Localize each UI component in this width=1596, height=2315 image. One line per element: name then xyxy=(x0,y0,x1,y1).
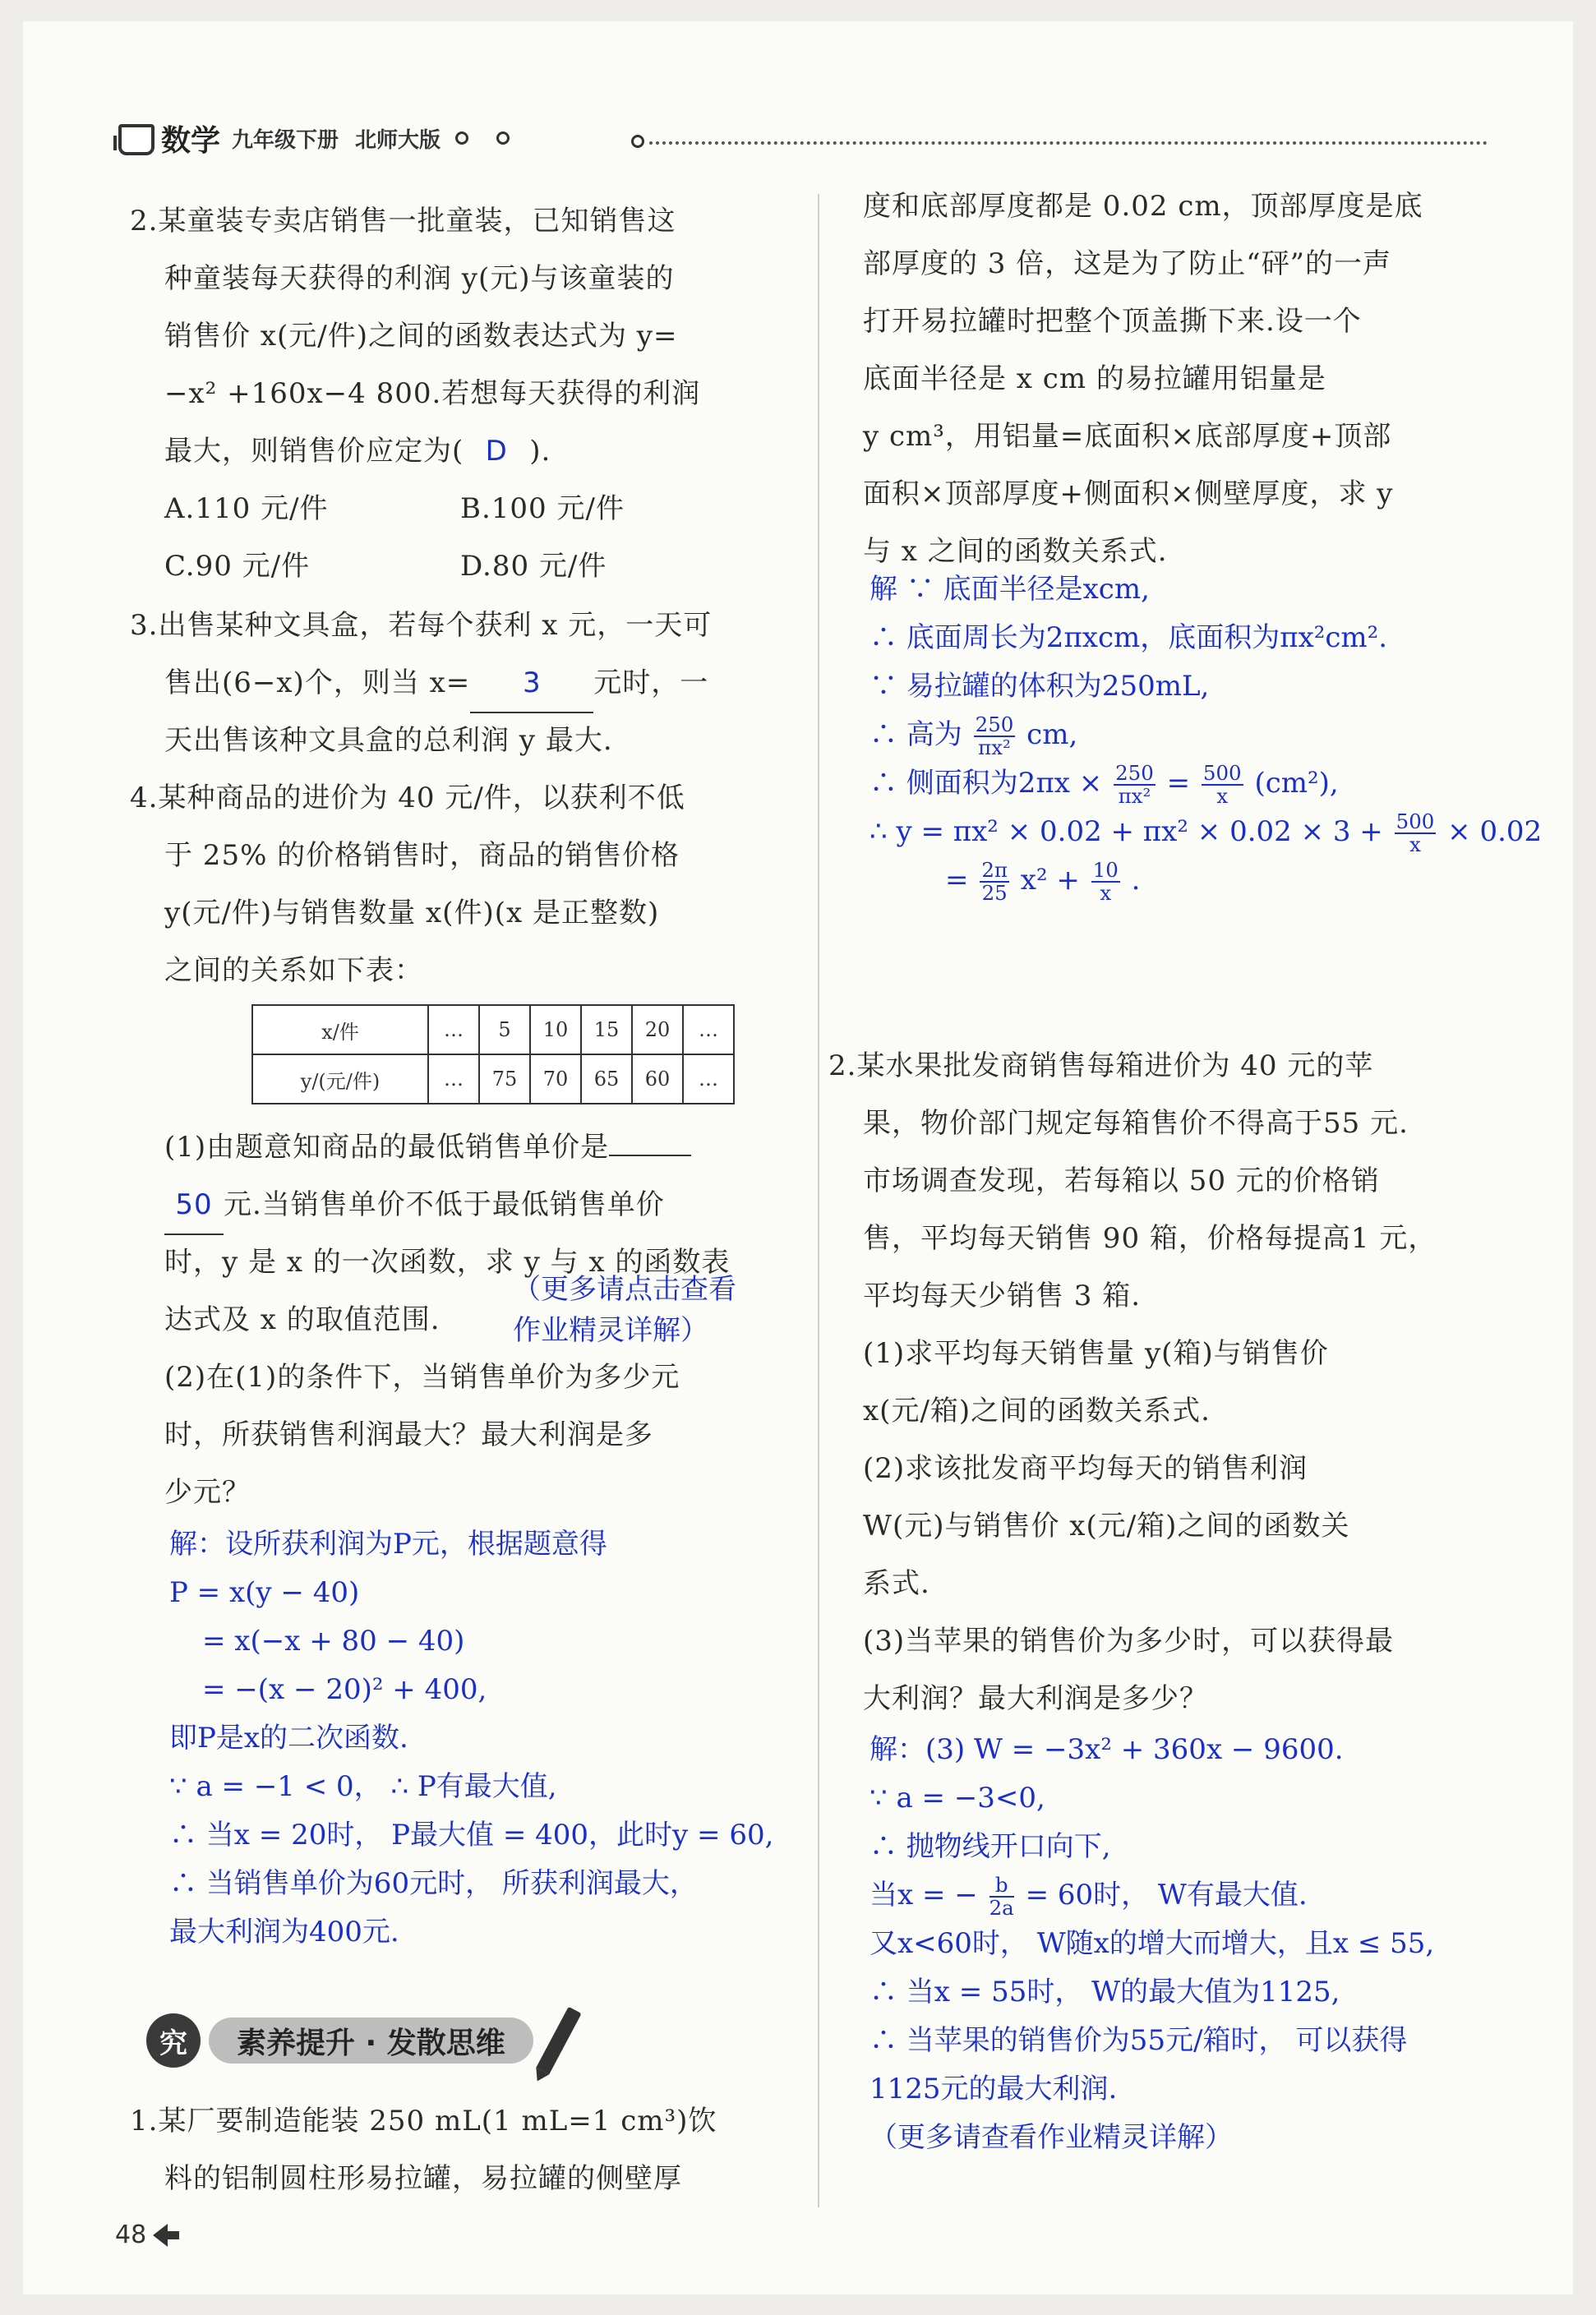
table-cell: … xyxy=(428,1054,479,1104)
fraction-numerator: 2π xyxy=(981,858,1008,883)
question-line xyxy=(164,1176,730,1234)
question-line: y cm³，用铝量=底面积×底部厚度+顶部 xyxy=(863,420,1392,453)
question-line: 与 x 之间的函数关系式. xyxy=(863,535,1168,568)
solution-line: 解：设所获利润为P元，根据题意得 xyxy=(169,1528,607,1561)
question-text: 元时，一 xyxy=(593,666,709,699)
table-cell: … xyxy=(683,1005,734,1054)
options-row xyxy=(130,537,700,595)
solution-line xyxy=(869,856,1542,905)
fraction-denominator: x xyxy=(1216,784,1229,808)
solution-line: ∵ a = −3<0, xyxy=(869,1782,1045,1815)
solution-text: = 60时， W有最大值. xyxy=(1025,1879,1308,1911)
table-cell: … xyxy=(428,1005,479,1054)
fraction xyxy=(989,1875,1014,1918)
option-c: C.90 元/件 xyxy=(164,550,311,583)
answer-blank: 3 xyxy=(470,654,593,713)
more-details-link[interactable]: （更多请查看作业精灵详解） xyxy=(869,2121,1233,2154)
question-line: 种童装每天获得的利润 y(元)与该童装的 xyxy=(164,262,675,295)
solution-line: ∴ 当销售单价为60元时， 所获利润最大， xyxy=(169,1867,698,1900)
table-cell: 5 xyxy=(479,1005,530,1054)
question-line: 销售价 x(元/件)之间的函数表达式为 y= xyxy=(164,320,678,353)
table-cell: y/(元/件) xyxy=(252,1054,428,1104)
ring-icon xyxy=(455,131,468,145)
solution-line: ∴ 当x = 55时， W的最大值为1125, xyxy=(869,1976,1340,2008)
solution-text: = xyxy=(945,864,969,897)
solution-line: 解：(3) W = −3x² + 360x − 9600. xyxy=(869,1733,1344,1766)
question-line: (1)求平均每天销售量 y(箱)与销售价 xyxy=(863,1337,1329,1370)
fraction-numerator: 10 xyxy=(1092,858,1119,883)
question-line: 达式及 x 的取值范围. xyxy=(164,1303,441,1336)
question-line: (3)当苹果的销售价为多少时，可以获得最 xyxy=(863,1625,1395,1658)
solution-line xyxy=(869,808,1542,856)
book-header xyxy=(113,113,534,163)
solution-text: 当x = − xyxy=(869,1879,978,1911)
question-3 xyxy=(130,597,712,769)
table-row xyxy=(252,1005,734,1054)
page-footer xyxy=(115,2220,168,2249)
table-cell: 70 xyxy=(530,1054,581,1104)
more-details-link[interactable] xyxy=(513,1269,736,1351)
question-line: 于 25% 的价格销售时，商品的销售价格 xyxy=(164,839,680,872)
solution-line: ∵ 易拉罐的体积为250mL, xyxy=(869,670,1210,703)
solution-line: 1125元的最大利润. xyxy=(869,2073,1118,2105)
question-line: 度和底部厚度都是 0.02 cm，顶部厚度是底 xyxy=(863,190,1423,223)
solution-text: ∴ 侧面积为2πx × xyxy=(869,767,1103,800)
question-line: 大利润？最大利润是多少？ xyxy=(863,1682,1208,1715)
fraction xyxy=(1202,763,1243,806)
pencil-icon xyxy=(536,2007,581,2075)
option-a: A.110 元/件 xyxy=(164,492,329,525)
question-line: 部厚度的 3 倍，这是为了防止“砰”的一声 xyxy=(863,247,1392,280)
fraction-denominator: 25 xyxy=(981,881,1008,905)
solution-line: ∴ 当苹果的销售价为55元/箱时， 可以获得 xyxy=(869,2024,1408,2057)
question-line: (2)在(1)的条件下，当销售单价为多少元 xyxy=(164,1361,680,1394)
table-cell: x/件 xyxy=(252,1005,428,1054)
question-line: 面积×顶部厚度+侧面积×侧壁厚度，求 y xyxy=(863,477,1394,510)
solution-q4 xyxy=(169,1520,773,1957)
question-line: W(元)与销售价 x(元/箱)之间的函数关 xyxy=(863,1510,1350,1543)
hint-line: 作业精灵详解） xyxy=(513,1314,708,1347)
header-grade: 九年级下册 xyxy=(232,127,339,153)
solution-text: cm, xyxy=(1026,718,1078,751)
column-divider xyxy=(818,194,819,2207)
question-text: (1)由题意知商品的最低销售单价是 xyxy=(164,1131,610,1164)
options-row xyxy=(130,480,700,537)
question-text: 元.当销售单价不低于最低销售单价 xyxy=(224,1188,665,1221)
solution-text: = xyxy=(1166,767,1191,800)
solution-line xyxy=(869,759,1542,808)
solution-line: = x(−x + 80 − 40) xyxy=(202,1625,465,1658)
solution-line: ∴ 底面周长为2πxcm，底面积为πx²cm². xyxy=(869,621,1388,654)
fraction xyxy=(1114,763,1155,806)
page-number: 48 xyxy=(115,2220,147,2249)
question-line: −x² +160x−4 800.若想每天获得的利润 xyxy=(164,377,701,410)
header-dotted-rule xyxy=(649,141,1488,145)
section-badge: 究 xyxy=(146,2013,201,2068)
solution-extension-1 xyxy=(869,565,1542,905)
answer-choice: D xyxy=(485,435,508,468)
question-2 xyxy=(130,192,700,595)
header-subject: 数学 xyxy=(161,123,221,158)
table-cell: 15 xyxy=(581,1005,632,1054)
option-b: B.100 元/件 xyxy=(460,492,625,525)
header-edition: 北师大版 xyxy=(355,127,441,153)
question-text: ). xyxy=(529,435,551,468)
question-line: 打开易拉罐时把整个顶盖撕下来.设一个 xyxy=(863,305,1362,338)
solution-line: 即P是x的二次函数. xyxy=(169,1722,408,1755)
fraction-numerator: 500 xyxy=(1395,809,1435,834)
question-line: 系式. xyxy=(863,1567,930,1600)
solution-line xyxy=(869,1871,1434,1920)
solution-text: ∴ 高为 xyxy=(869,718,962,751)
table-cell: … xyxy=(683,1054,734,1104)
question-line: 时，所获销售利润最大？最大利润是多 xyxy=(164,1418,653,1451)
fraction-denominator: πx² xyxy=(978,736,1011,759)
question-line: 平均每天少销售 3 箱. xyxy=(863,1280,1142,1312)
option-d: D.80 元/件 xyxy=(460,550,607,583)
question-line: 底面半径是 x cm 的易拉罐用铝量是 xyxy=(863,362,1326,395)
fraction-numerator: 250 xyxy=(1115,761,1154,786)
question-line: 料的铝制圆柱形易拉罐，易拉罐的侧壁厚 xyxy=(164,2162,682,2195)
arrow-left-icon xyxy=(153,2224,168,2247)
solution-line: 解 ∵ 底面半径是xcm, xyxy=(869,573,1150,606)
solution-text: x² + xyxy=(1020,864,1080,897)
table-cell: 20 xyxy=(632,1005,683,1054)
question-line: 3.出售某种文具盒，若每个获利 x 元，一天可 xyxy=(130,609,713,642)
question-line: 1.某厂要制造能装 250 mL(1 mL=1 cm³)饮 xyxy=(130,2105,717,2137)
question-line: 天出售该种文具盒的总利润 y 最大. xyxy=(164,724,613,757)
fraction-denominator: 2a xyxy=(989,1896,1014,1920)
question-line: 之间的关系如下表： xyxy=(164,954,423,987)
question-line: 少元？ xyxy=(164,1476,251,1509)
solution-line: 又x<60时， W随x的增大而增大，且x ≤ 55, xyxy=(869,1927,1435,1960)
extension-question-1-continued xyxy=(863,178,1423,580)
right-question-2 xyxy=(828,1037,1437,1727)
question-line: y(元/件)与销售数量 x(件)(x 是正整数) xyxy=(164,897,660,929)
fraction xyxy=(1091,860,1120,903)
question-line: 市场调查发现，若每箱以 50 元的价格销 xyxy=(863,1164,1380,1197)
solution-line: ∴ 当x = 20时， P最大值 = 400，此时y = 60, xyxy=(169,1819,774,1852)
ring-icon xyxy=(496,131,510,145)
book-icon xyxy=(113,121,155,155)
question-line: 时，y 是 x 的一次函数，求 y 与 x 的函数表 xyxy=(164,1246,731,1279)
fraction xyxy=(980,860,1009,903)
solution-line xyxy=(869,711,1542,759)
solution-text: (cm²), xyxy=(1254,767,1339,800)
question-line: 2.某水果批发商销售每箱进价为 40 元的苹 xyxy=(828,1049,1374,1082)
table-cell: 10 xyxy=(530,1005,581,1054)
ring-icon xyxy=(631,135,644,148)
fraction-denominator: x xyxy=(1100,881,1112,905)
fraction xyxy=(1395,811,1437,855)
question-line xyxy=(130,654,712,712)
question-line: (2)求该批发商平均每天的销售利润 xyxy=(863,1452,1308,1485)
fraction xyxy=(974,714,1016,758)
table-cell: 75 xyxy=(479,1054,530,1104)
question-line xyxy=(164,1118,730,1176)
solution-line: 最大利润为400元. xyxy=(169,1916,399,1948)
fraction-denominator: πx² xyxy=(1118,784,1151,808)
extension-question-1 xyxy=(130,2092,717,2207)
question-line xyxy=(130,422,700,480)
question-text: 最大，则销售价应定为( xyxy=(164,435,464,468)
hint-line: （更多请点击查看 xyxy=(513,1273,736,1306)
question-line: x(元/箱)之间的函数关系式. xyxy=(863,1395,1211,1427)
solution-text: × 0.02 xyxy=(1447,815,1543,848)
page xyxy=(23,21,1573,2294)
solution-right-q2 xyxy=(869,1726,1434,2162)
solution-line: P = x(y − 40) xyxy=(169,1576,360,1609)
solution-line: ∵ a = −1 < 0， ∴ P有最大值, xyxy=(169,1770,557,1803)
question-4 xyxy=(130,769,685,999)
solution-text: . xyxy=(1131,864,1141,897)
fraction-numerator: 500 xyxy=(1202,761,1242,786)
value-table xyxy=(251,1004,735,1104)
table-cell: 60 xyxy=(632,1054,683,1104)
table-cell: 65 xyxy=(581,1054,632,1104)
question-line: 售，平均每天销售 90 箱，价格每提高1 元， xyxy=(863,1222,1437,1255)
question-line: 4.某种商品的进价为 40 元/件，以获利不低 xyxy=(130,782,685,814)
section-header xyxy=(146,2012,566,2069)
fraction-numerator: b xyxy=(989,1875,1014,1898)
question-text: 售出(6−x)个，则当 x= xyxy=(164,666,471,699)
answer-blank xyxy=(609,1155,691,1156)
section-title: 素养提升 · 发散思维 xyxy=(209,2018,533,2064)
question-line: 2.某童装专卖店销售一批童装，已知销售这 xyxy=(130,205,676,237)
table-row xyxy=(252,1054,734,1104)
fraction-numerator: 250 xyxy=(975,712,1014,737)
answer-blank: 50 xyxy=(164,1176,224,1235)
solution-line: ∴ 抛物线开口向下, xyxy=(869,1830,1111,1863)
solution-text: ∴ y = πx² × 0.02 + πx² × 0.02 × 3 + xyxy=(869,815,1383,848)
question-line: 果，物价部门规定每箱售价不得高于55 元. xyxy=(863,1107,1409,1140)
solution-line: = −(x − 20)² + 400, xyxy=(202,1673,487,1706)
fraction-denominator: x xyxy=(1409,832,1421,856)
